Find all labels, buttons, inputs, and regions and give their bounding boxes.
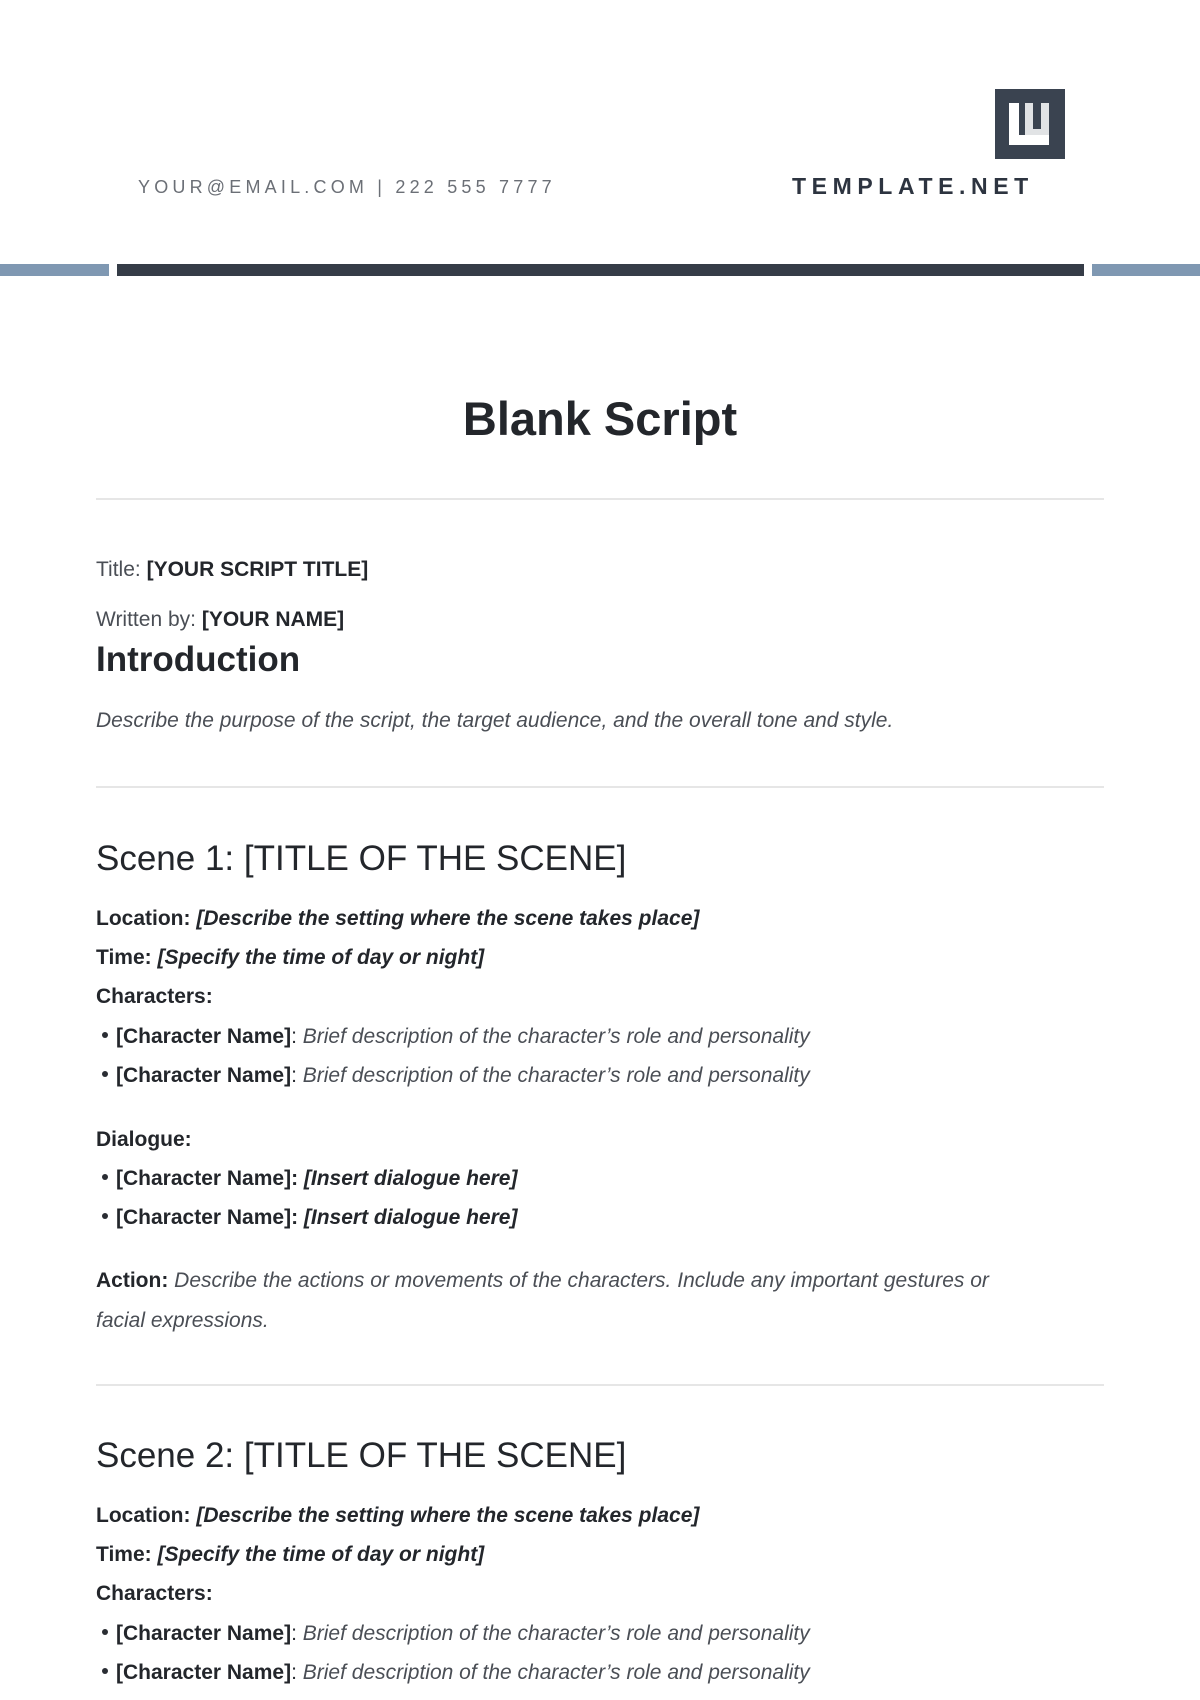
characters-label: Characters: bbox=[96, 1582, 213, 1605]
action-text-continued: facial expressions. bbox=[96, 1309, 269, 1332]
bullet-icon bbox=[102, 1174, 108, 1180]
header-band-right bbox=[1092, 264, 1200, 276]
character-description: Brief description of the character’s role and personality bbox=[302, 1661, 810, 1684]
location-label: Location: bbox=[96, 1504, 191, 1527]
time-label: Time: bbox=[96, 1543, 152, 1566]
script-title-label: Title: bbox=[96, 558, 141, 581]
characters-label: Characters: bbox=[96, 985, 213, 1008]
introduction-text: Describe the purpose of the script, the target audience, and the overall tone and style. bbox=[96, 709, 894, 732]
contact-info: YOUR@EMAIL.COM | 222 555 7777 bbox=[138, 177, 556, 197]
author-value: [YOUR NAME] bbox=[201, 608, 345, 631]
time-label: Time: bbox=[96, 946, 152, 969]
time-value: [Specify the time of day or night] bbox=[157, 1543, 485, 1566]
list-item: [Character Name]: Brief description of the character’s role and personality bbox=[102, 1660, 810, 1685]
dialogue-line: [Insert dialogue here] bbox=[303, 1206, 518, 1229]
script-title-value: [YOUR SCRIPT TITLE] bbox=[146, 558, 369, 581]
list-item: [Character Name]: Brief description of the character’s role and personality bbox=[102, 1063, 810, 1088]
template-net-logo-icon bbox=[995, 89, 1065, 159]
list-item bbox=[102, 1205, 517, 1230]
script-title-line bbox=[96, 557, 368, 582]
character-name: [Character Name] bbox=[116, 1661, 292, 1684]
location-label: Location: bbox=[96, 907, 191, 930]
character-name: [Character Name] bbox=[116, 1064, 292, 1087]
dialogue-label: Dialogue: bbox=[96, 1128, 192, 1151]
character-name: [Character Name] bbox=[116, 1622, 292, 1645]
bullet-icon bbox=[102, 1071, 108, 1077]
scene-location bbox=[96, 906, 699, 931]
header-band-left bbox=[0, 264, 109, 276]
action-label: Action: bbox=[96, 1269, 169, 1292]
action-text: Describe the actions or movements of the characters. Include any important gestures or bbox=[174, 1269, 989, 1292]
header-band-main bbox=[117, 264, 1084, 276]
introduction-heading: Introduction bbox=[96, 640, 301, 679]
bullet-icon bbox=[102, 1032, 108, 1038]
location-value: [Describe the setting where the scene takes place] bbox=[196, 1504, 700, 1527]
scene-time bbox=[96, 945, 484, 970]
scene-heading: Scene 2: [TITLE OF THE SCENE] bbox=[96, 1436, 627, 1475]
character-name: [Character Name] bbox=[116, 1025, 292, 1048]
bullet-icon bbox=[102, 1668, 108, 1674]
character-description: Brief description of the character’s role and personality bbox=[302, 1064, 810, 1087]
list-item: [Character Name]: Brief description of the character’s role and personality bbox=[102, 1024, 810, 1049]
scene-location bbox=[96, 1503, 699, 1528]
time-value: [Specify the time of day or night] bbox=[157, 946, 485, 969]
bullet-icon bbox=[102, 1213, 108, 1219]
character-description: Brief description of the character’s role and personality bbox=[302, 1025, 810, 1048]
scene-time bbox=[96, 1542, 484, 1567]
character-description: Brief description of the character’s role and personality bbox=[302, 1622, 810, 1645]
location-value: [Describe the setting where the scene takes place] bbox=[196, 907, 700, 930]
brand-name: TEMPLATE.NET bbox=[792, 173, 1034, 199]
divider bbox=[96, 786, 1104, 788]
list-item: [Character Name]: Brief description of the character’s role and personality bbox=[102, 1621, 810, 1646]
dialogue-character: [Character Name]: bbox=[116, 1206, 299, 1229]
list-item bbox=[102, 1166, 517, 1191]
dialogue-character: [Character Name]: bbox=[116, 1167, 299, 1190]
author-label: Written by: bbox=[96, 608, 196, 631]
divider bbox=[96, 1384, 1104, 1386]
page-title: Blank Script bbox=[462, 392, 738, 445]
scene-heading: Scene 1: [TITLE OF THE SCENE] bbox=[96, 839, 627, 878]
author-line bbox=[96, 607, 344, 632]
bullet-icon bbox=[102, 1629, 108, 1635]
divider bbox=[96, 498, 1104, 500]
logo-glyph bbox=[995, 89, 1065, 159]
dialogue-line: [Insert dialogue here] bbox=[303, 1167, 518, 1190]
scene-action bbox=[96, 1268, 989, 1293]
